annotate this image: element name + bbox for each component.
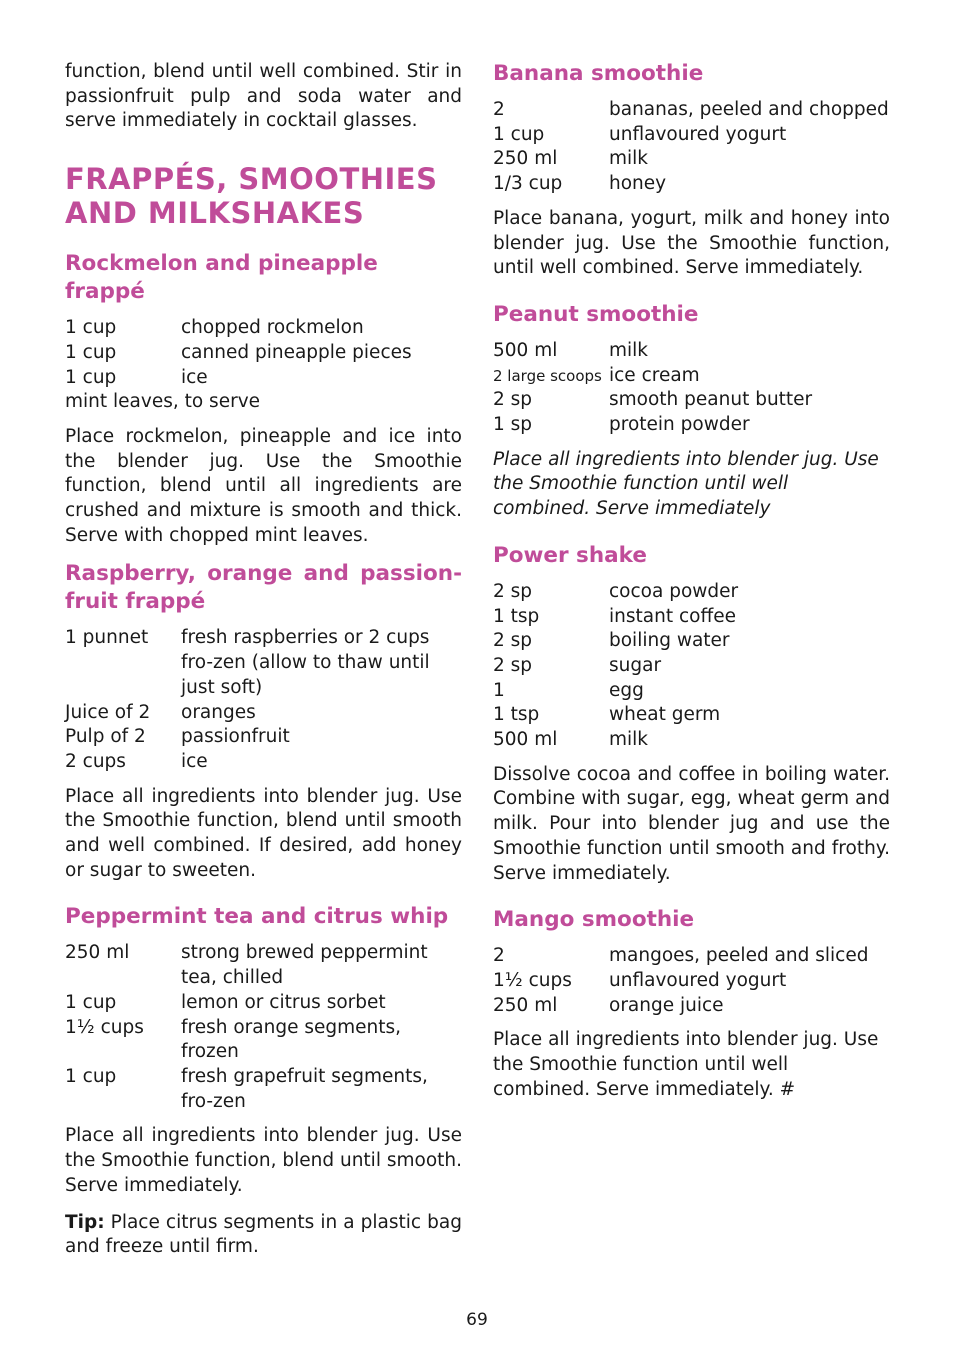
ingredient-row <box>65 991 462 1016</box>
recipe-title-peanut: Peanut smoothie <box>493 301 699 327</box>
ingredient-item: ice <box>181 750 208 772</box>
ingredient-row <box>65 366 462 391</box>
ingredient-row <box>493 654 890 679</box>
method-mango: Place all ingredients into blender jug. Use the Smoothie function until well combined. Serve immediately. # <box>493 1029 879 1100</box>
ingredient-qty: 1/3 cup <box>493 173 563 195</box>
ingredient-item: canned pineapple pieces <box>181 341 412 363</box>
ingredient-item: milk <box>609 339 649 361</box>
ingredient-item: smooth peanut butter <box>609 389 813 411</box>
ingredient-row <box>493 944 890 969</box>
recipe-title-mango: Mango smoothie <box>493 907 695 933</box>
ingredient-row <box>493 969 890 994</box>
ingredient-item: fresh orange segments, frozen <box>181 1016 401 1063</box>
ingredient-list-banana <box>493 98 890 197</box>
ingredient-qty: 2 large scoops <box>493 366 602 385</box>
ingredient-item: sugar <box>609 654 662 676</box>
ingredient-item: boiling water <box>609 630 730 652</box>
ingredient-item: instant coffee <box>609 605 736 627</box>
recipe-title-peppermint: Peppermint tea and citrus whip <box>65 904 449 930</box>
recipe-title-banana: Banana smoothie <box>493 61 704 86</box>
recipe-title-power: Power shake <box>493 542 647 568</box>
ingredient-row <box>65 1065 462 1114</box>
ingredient-row <box>493 339 890 364</box>
ingredient-qty: 250 ml <box>65 942 130 964</box>
ingredient-qty: 1 tsp <box>493 605 540 627</box>
ingredient-item: egg <box>609 679 644 701</box>
ingredient-qty: 2 sp <box>493 654 533 676</box>
ingredient-extra: mint leaves, to serve <box>65 391 261 413</box>
ingredient-item: wheat germ <box>609 704 721 726</box>
recipe-title-raspberry: Raspberry, orange and passion-fruit frappé <box>65 561 462 615</box>
ingredient-item: milk <box>609 148 649 170</box>
ingredient-row <box>65 1016 462 1065</box>
ingredient-item: honey <box>609 173 667 195</box>
ingredient-row <box>493 703 890 728</box>
ingredient-row <box>65 341 462 366</box>
ingredient-row <box>65 941 462 990</box>
ingredient-qty: 1 cup <box>65 366 117 388</box>
ingredient-qty: 1 cup <box>65 1065 117 1087</box>
ingredient-row <box>65 701 462 726</box>
ingredient-qty: 250 ml <box>493 148 558 170</box>
ingredient-qty: 2 sp <box>493 389 533 411</box>
ingredient-item: ice <box>181 366 208 388</box>
ingredient-qty: 1 <box>493 679 505 701</box>
ingredient-item: fresh grapefruit segments, fro-zen <box>181 1065 428 1112</box>
left-column <box>65 60 462 1260</box>
recipe-title-rockmelon: Rockmelon and pineapple frappé <box>65 251 378 305</box>
right-column <box>493 60 890 1103</box>
ingredient-row <box>493 994 890 1019</box>
ingredient-row <box>493 123 890 148</box>
ingredient-qty: 1 sp <box>493 414 533 436</box>
section-title: FRAPPÉS, SMOOTHIES AND MILKSHAKES <box>65 162 438 231</box>
ingredient-item: chopped rockmelon <box>181 317 364 339</box>
page-number: 69 <box>466 1310 488 1330</box>
method-banana: Place banana, yogurt, milk and honey into blender jug. Use the Smoothie function, until well combined. Serve immediately. <box>493 207 890 279</box>
ingredient-row <box>65 626 462 700</box>
ingredient-qty: Pulp of 2 <box>65 726 146 748</box>
ingredient-item: unflavoured yogurt <box>609 123 787 145</box>
ingredient-item: ice cream <box>609 364 700 386</box>
ingredient-list-peanut <box>493 339 890 438</box>
ingredient-qty: 250 ml <box>493 994 558 1016</box>
ingredient-qty: 1 punnet <box>65 627 149 649</box>
ingredient-row <box>493 605 890 630</box>
ingredient-item: mangoes, peeled and sliced <box>609 945 869 967</box>
ingredient-list-power <box>493 580 890 753</box>
intro-text: function, blend until well combined. Stir in passionfruit pulp and soda water and serve immediately in cocktail glasses. <box>65 61 462 132</box>
ingredient-qty: 2 sp <box>493 630 533 652</box>
ingredient-row <box>493 728 890 753</box>
ingredient-item: orange juice <box>609 994 724 1016</box>
ingredient-qty: Juice of 2 <box>65 701 151 723</box>
ingredient-row <box>493 679 890 704</box>
ingredient-qty: 2 sp <box>493 580 533 602</box>
ingredient-qty: 1½ cups <box>493 969 572 991</box>
ingredient-qty: 1 cup <box>65 317 117 339</box>
tip-label: Tip: <box>65 1211 105 1233</box>
ingredient-item: milk <box>609 729 649 751</box>
ingredient-list-peppermint <box>65 941 462 1114</box>
method-power: Dissolve cocoa and coffee in boiling water. Combine with sugar, egg, wheat germ and milk. Pour into blender jug and use the Smoothie function until smooth and frothy. Serve immediately. <box>493 763 890 884</box>
ingredient-qty: 1 cup <box>65 341 117 363</box>
ingredient-row <box>493 413 890 438</box>
method-raspberry: Place all ingredients into blender jug. Use the Smoothie function, blend until smooth and well combined. If desired, add honey or sugar to sweeten. <box>65 785 462 881</box>
ingredient-qty: 2 cups <box>65 750 126 772</box>
ingredient-list-mango <box>493 944 890 1018</box>
ingredient-qty: 2 <box>493 99 505 120</box>
ingredient-item: cocoa powder <box>609 580 739 602</box>
ingredient-item: passionfruit <box>181 726 290 748</box>
ingredient-list-rockmelon <box>65 316 462 415</box>
ingredient-qty: 1 cup <box>65 991 117 1013</box>
ingredient-item: lemon or citrus sorbet <box>181 991 386 1013</box>
ingredient-row <box>493 629 890 654</box>
ingredient-qty: 500 ml <box>493 729 558 751</box>
ingredient-qty: 1 cup <box>493 123 545 145</box>
method-rockmelon: Place rockmelon, pineapple and ice into the blender jug. Use the Smoothie function, blend until all ingredients are crushed and mixture is smooth and thick. Serve with chopped mint leaves. <box>65 425 462 546</box>
method-peanut: Place all ingredients into blender jug. Use the Smoothie function until well combined. Serve immediately <box>493 448 879 520</box>
ingredient-row <box>493 147 890 172</box>
ingredient-row <box>493 364 890 389</box>
ingredient-row <box>65 750 462 775</box>
ingredient-item: unflavoured yogurt <box>609 969 787 991</box>
ingredient-item: strong brewed peppermint tea, chilled <box>181 942 428 989</box>
ingredient-item: fresh raspberries or 2 cups fro-zen (allow to thaw until just soft) <box>181 627 430 698</box>
ingredient-row <box>493 172 890 197</box>
tip-text: Place citrus segments in a plastic bag and freeze until firm. <box>65 1211 462 1258</box>
ingredient-qty: 1 tsp <box>493 704 540 726</box>
ingredient-row <box>65 725 462 750</box>
ingredient-row <box>493 580 890 605</box>
method-peppermint: Place all ingredients into blender jug. Use the Smoothie function, blend until smooth. Serve immediately. <box>65 1125 462 1196</box>
ingredient-qty: 1½ cups <box>65 1016 144 1038</box>
ingredient-qty: 500 ml <box>493 339 558 361</box>
ingredient-item: oranges <box>181 701 256 723</box>
ingredient-item: protein powder <box>609 414 750 436</box>
ingredient-row <box>493 98 890 123</box>
ingredient-row <box>65 316 462 341</box>
ingredient-item: bananas, peeled and chopped <box>609 99 889 120</box>
ingredient-row <box>493 388 890 413</box>
tip <box>65 1211 462 1260</box>
ingredient-list-raspberry <box>65 626 462 774</box>
ingredient-qty: 2 <box>493 945 505 967</box>
